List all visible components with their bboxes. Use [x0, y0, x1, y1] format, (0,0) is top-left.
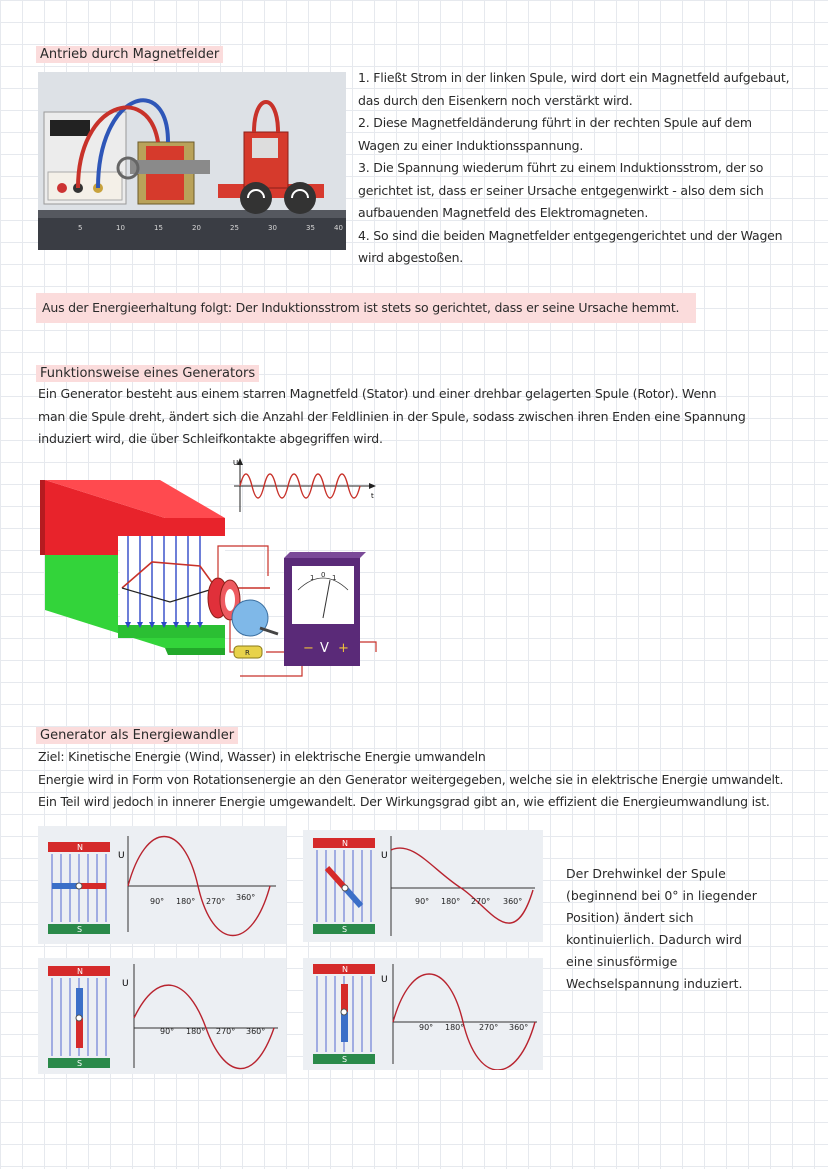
graph-axis-u: U [233, 459, 239, 467]
svg-text:−: − [303, 641, 314, 656]
scale-mark: 1 [332, 574, 337, 582]
ruler-mark: 10 [116, 224, 125, 232]
angle-label: 90° [419, 1023, 434, 1032]
rotation-panel-0deg [38, 826, 286, 944]
pole-n: N [342, 965, 348, 974]
step-line: 1. Fließt Strom in der linken Spule, wird dort ein Magnetfeld aufgebaut, [358, 70, 790, 85]
text-line: induziert wird, die über Schleifkontakte abgegriffen wird. [38, 431, 383, 446]
text-line: Der Drehwinkel der Spule [566, 866, 726, 881]
text-line: Ziel: Kinetische Energie (Wind, Wasser) in elektrische Energie umwandeln [38, 749, 486, 764]
step-line: aufbauenden Magnetfeld des Elektromagneten. [358, 205, 649, 220]
text-line: Ein Teil wird jedoch in innerer Energie umgewandelt. Der Wirkungsgrad gibt an, wie effizient die Energieumwandlung ist. [38, 794, 770, 809]
pole-n: N [342, 839, 348, 848]
pole-n: N [77, 843, 83, 852]
ruler-mark: 40 [334, 224, 343, 232]
ruler-mark: 20 [192, 224, 201, 232]
step-line: wird abgestoßen. [358, 250, 464, 265]
angle-label: 360° [503, 897, 523, 906]
rotation-panel-45deg [303, 830, 543, 942]
graph-axis-t: t [371, 492, 374, 500]
step-line: das durch den Eisenkern noch verstärkt wird. [358, 92, 633, 108]
angle-label: 180° [176, 897, 196, 906]
section3-heading: Generator als Energiewandler [36, 728, 238, 743]
text-line: Ein Generator besteht aus einem starren Magnetfeld (Stator) und einer drehbar gelagerten Spule (Rotor). Wenn [38, 386, 717, 401]
angle-label: 270° [206, 897, 226, 906]
angle-label: 90° [150, 897, 165, 906]
text-line: Position) ändert sich [566, 910, 694, 925]
pole-n: N [77, 967, 83, 976]
section1-heading: Antrieb durch Magnetfelder [36, 47, 223, 62]
pole-s: S [342, 1055, 348, 1064]
angle-label: 360° [236, 893, 256, 902]
angle-label: 360° [509, 1023, 529, 1032]
axis-u: U [122, 979, 129, 989]
ruler-mark: 15 [154, 224, 163, 232]
ruler-mark: 25 [230, 224, 239, 232]
scale-mark: 0 [321, 571, 326, 579]
voltmeter-label: V [320, 641, 329, 656]
angle-label: 270° [216, 1027, 236, 1036]
conclusion-box [36, 293, 696, 323]
text-line: (beginnend bei 0° in liegender [566, 888, 757, 903]
angle-label: 270° [479, 1023, 499, 1032]
section3-text [38, 746, 823, 814]
angle-label: 180° [445, 1023, 465, 1032]
angle-label: 360° [246, 1027, 266, 1036]
rotation-explanation [566, 863, 816, 995]
svg-text:+: + [338, 641, 349, 656]
section2-heading: Funktionsweise eines Generators [36, 366, 259, 381]
angle-label: 90° [415, 897, 430, 906]
pole-s: S [77, 925, 83, 934]
axis-u: U [118, 851, 125, 861]
generator-diagram [40, 480, 380, 685]
ruler-mark: 35 [306, 224, 315, 232]
ruler-mark: 30 [268, 224, 277, 232]
scale-mark: 1 [310, 574, 315, 582]
text-line: Wechselspannung induziert. [566, 976, 743, 991]
text-line: kontinuierlich. Dadurch wird [566, 932, 742, 947]
angle-label: 270° [471, 897, 491, 906]
step-line: Wagen zu einer Induktionsspannung. [358, 137, 584, 153]
angle-label: 180° [441, 897, 461, 906]
step-line: 2. Diese Magnetfeldänderung führt in der rechten Spule auf dem [358, 115, 752, 130]
text-line: eine sinusförmige [566, 954, 678, 969]
step-line: gerichtet ist, dass er seiner Ursache entgegenwirkt - also dem sich [358, 182, 764, 198]
step-line: 4. So sind die beiden Magnetfelder entgegengerichtet und der Wagen [358, 227, 783, 243]
step-line: 3. Die Spannung wiederum führt zu einem Induktionsstrom, der so [358, 160, 764, 175]
magnet-drive-photo [38, 72, 346, 250]
text-line: Energie wird in Form von Rotationsenergie an den Generator weitergegeben, welche sie in elektrische Energie umwandelt. [38, 771, 784, 787]
text-line: man die Spule dreht, ändert sich die Anzahl der Feldlinien in der Spule, sodass zwischen ihren Enden eine Spannung [38, 408, 746, 424]
pole-s: S [342, 925, 348, 934]
axis-u: U [381, 851, 388, 861]
axis-u: U [381, 975, 388, 985]
ruler-mark: 5 [78, 224, 83, 232]
resistor-label: R [245, 649, 250, 657]
pole-s: S [77, 1059, 83, 1068]
rotation-panel-90deg [38, 958, 286, 1074]
rotation-panel-180deg [303, 958, 543, 1070]
angle-label: 90° [160, 1027, 175, 1036]
conclusion-text: Aus der Energieerhaltung folgt: Der Induktionsstrom ist stets so gerichtet, dass er seine Ursache hemmt. [42, 300, 680, 315]
section2-text [38, 383, 818, 451]
angle-label: 180° [186, 1027, 206, 1036]
section1-steps [358, 67, 808, 270]
